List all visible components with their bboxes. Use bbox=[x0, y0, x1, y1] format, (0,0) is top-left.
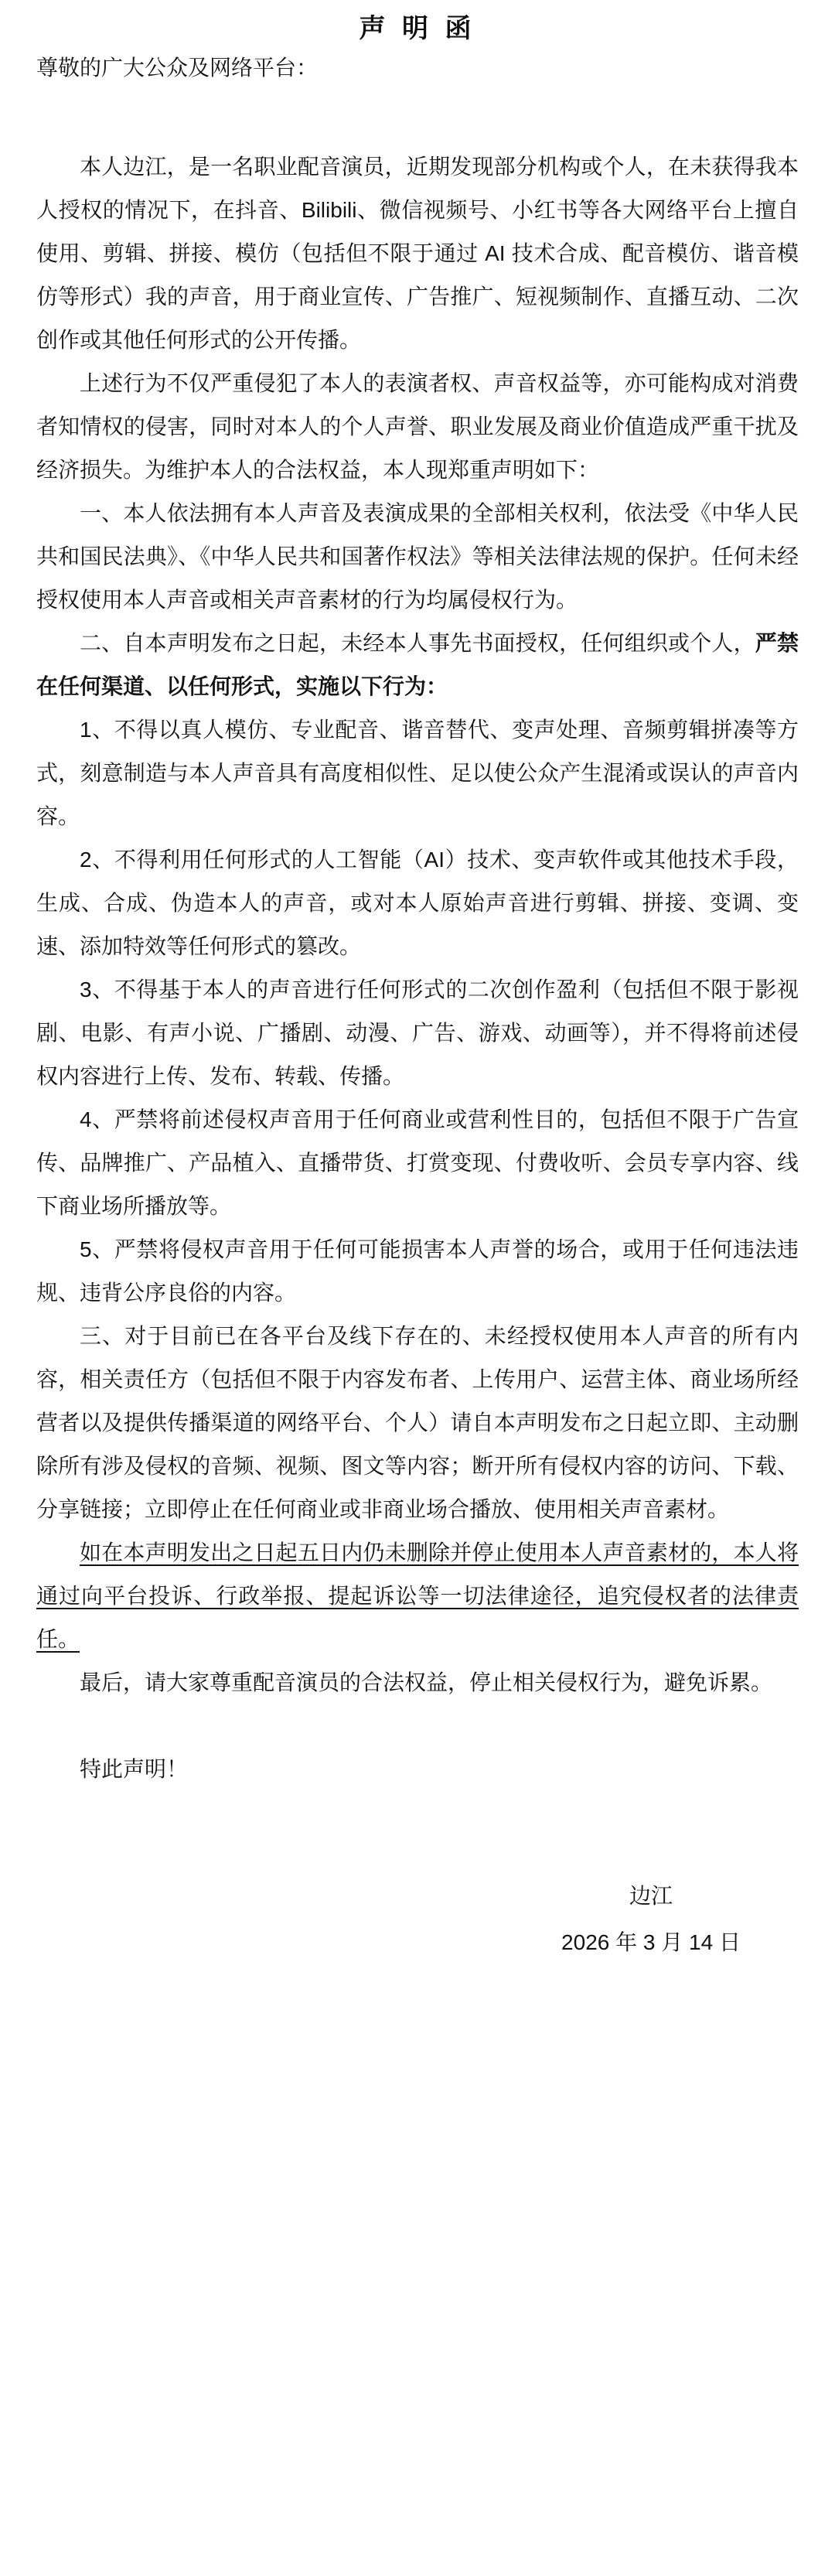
intro-paragraph: 本人边江，是一名职业配音演员，近期发现部分机构或个人，在未获得我本人授权的情况下，在抖音、Bilibili、微信视频号、小红书等各大网络平台上擅自使用、剪辑、拼接、模仿（包括但不限于通过 AI 技术合成、配音模仿、谐音模仿等形式）我的声音，用于商业宣传、广告推广、短视频制作、直播互动、二次创作或其他任何形式的公开传播。 bbox=[36, 155, 799, 352]
section-two-intro-text: 二、自本声明发布之日起，未经本人事先书面授权，任何组织或个人， bbox=[80, 631, 755, 655]
prohibited-item-2: 2、不得利用任何形式的人工智能（AI）技术、变声软件或其他技术手段，生成、合成、伪造本人的声音，或对本人原始声音进行剪辑、拼接、变调、变速、添加特效等任何形式的篡改。 bbox=[36, 848, 799, 958]
document-title: 声 明 函 bbox=[359, 14, 476, 43]
section-two-bold-clause: 严禁在任何渠道、以任何形式，实施以下行为： bbox=[36, 631, 799, 698]
salutation-line: 尊敬的广大公众及网络平台： bbox=[36, 56, 319, 80]
section-three-paragraph: 三、对于目前已在各平台及线下存在的、未经授权使用本人声音的所有内容，相关责任方（包括但不限于内容发布者、上传用户、运营主体、商业场所经营者以及提供传播渠道的网络平台、个人）请自本声明发布之日起立即、主动删除所有涉及侵权的音频、视频、图文等内容；断开所有侵权内容的访问、下载、分享链接；立即停止在任何商业或非商业场合播放、使用相关声音素材。 bbox=[36, 1324, 799, 1521]
final-appeal-paragraph: 最后，请大家尊重配音演员的合法权益，停止相关侵权行为，避免诉累。 bbox=[80, 1670, 773, 1694]
signature-name: 边江 bbox=[629, 1884, 673, 1908]
signature-block bbox=[554, 1873, 748, 1966]
prohibited-item-4: 4、严禁将前述侵权声音用于任何商业或营利性目的，包括但不限于广告宣传、品牌推广、产品植入、直播带货、打赏变现、付费收听、会员专享内容、线下商业场所播放等。 bbox=[36, 1107, 799, 1218]
signature-date: 2026 年 3 月 14 日 bbox=[561, 1930, 741, 1954]
statement-letter-content bbox=[0, 11, 835, 1966]
section-two-paragraph bbox=[36, 622, 799, 708]
prohibited-item-1: 1、不得以真人模仿、专业配音、谐音替代、变声处理、音频剪辑拼凑等方式，刻意制造与本人声音具有高度相似性、足以使公众产生混淆或误认的声音内容。 bbox=[36, 718, 799, 828]
prohibited-item-3: 3、不得基于本人的声音进行任何形式的二次创作盈利（包括但不限于影视剧、电影、有声小说、广播剧、动漫、广告、游戏、动画等），并不得将前述侵权内容进行上传、发布、转载、传播。 bbox=[36, 978, 799, 1088]
prohibited-item-5: 5、严禁将侵权声音用于任何可能损害本人声誉的场合，或用于任何违法违规、违背公序良俗的内容。 bbox=[36, 1237, 799, 1305]
harm-paragraph: 上述行为不仅严重侵犯了本人的表演者权、声音权益等，亦可能构成对消费者知情权的侵害，同时对本人的个人声誉、职业发展及商业价值造成严重干扰及经济损失。为维护本人的合法权益，本人现郑重声明如下： bbox=[36, 371, 799, 482]
legal-warning-underlined-paragraph: 如在本声明发出之日起五日内仍未删除并停止使用本人声音素材的，本人将通过向平台投诉、行政举报、提起诉讼等一切法律途径，追究侵权者的法律责任。 bbox=[36, 1540, 799, 1651]
section-one-paragraph: 一、本人依法拥有本人声音及表演成果的全部相关权利，依法受《中华人民共和国民法典》、《中华人民共和国著作权法》等相关法律法规的保护。任何未经授权使用本人声音或相关声音素材的行为均属侵权行为。 bbox=[36, 501, 799, 612]
closing-line: 特此声明！ bbox=[80, 1757, 189, 1781]
